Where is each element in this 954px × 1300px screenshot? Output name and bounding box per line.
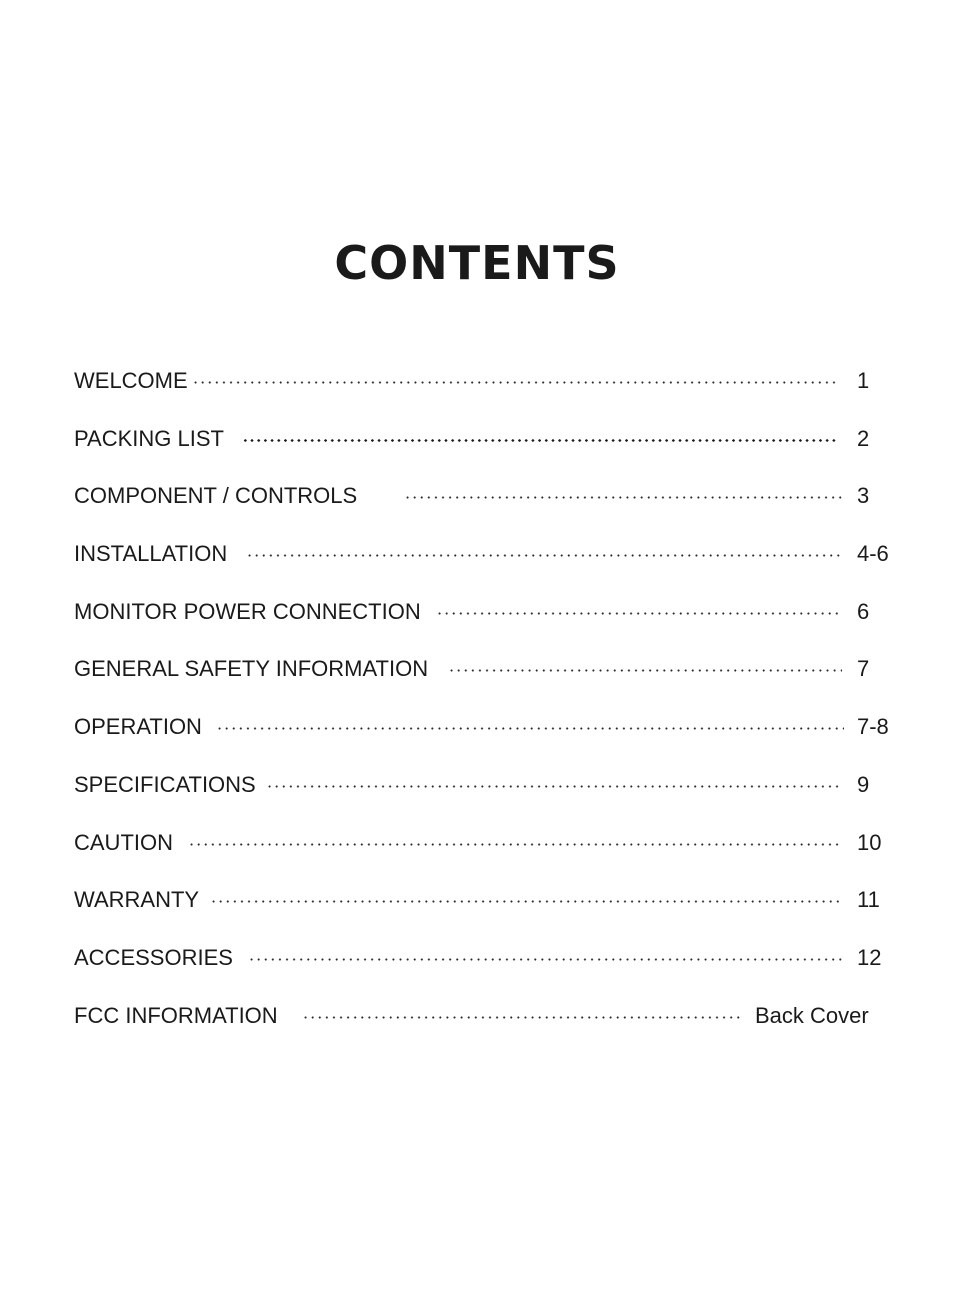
toc-entry-page: 12 (857, 944, 882, 970)
dot-leader (248, 958, 842, 961)
toc-entry-label: GENERAL SAFETY INFORMATION (74, 656, 429, 682)
toc-entry-page: 10 (857, 829, 882, 855)
toc-entry-label: COMPONENT / CONTROLS (74, 483, 358, 509)
dot-leader (192, 381, 838, 384)
toc-entry-packing-list[interactable] (74, 422, 890, 480)
toc-entry-label: SPECIFICATIONS (74, 771, 256, 797)
toc-entry-label: OPERATION (74, 714, 202, 740)
dot-leader (404, 496, 844, 499)
toc-entry-page: 6 (857, 598, 870, 624)
toc-entry-label: WELCOME (74, 368, 188, 393)
toc-entry-page: 7-8 (857, 714, 889, 740)
toc-entry-label: ACCESSORIES (74, 944, 233, 970)
dot-leader (302, 1016, 744, 1019)
table-of-contents (74, 364, 890, 1056)
toc-entry-page: 7 (857, 656, 870, 682)
dot-leader (242, 439, 838, 442)
toc-entry-label: MONITOR POWER CONNECTION (74, 598, 421, 624)
dot-leader (448, 669, 842, 672)
toc-entry-monitor-power-connection[interactable] (74, 595, 890, 653)
toc-entry-specifications[interactable] (74, 768, 890, 826)
toc-entry-label: WARRANTY (74, 887, 200, 913)
toc-entry-accessories[interactable] (74, 941, 890, 999)
toc-entry-caution[interactable] (74, 826, 890, 884)
toc-entry-label: CAUTION (74, 829, 173, 855)
page-title: CONTENTS (334, 235, 620, 290)
dot-leader (216, 727, 844, 730)
toc-entry-warranty[interactable] (74, 883, 890, 941)
toc-entry-page: 9 (857, 771, 870, 797)
toc-entry-operation[interactable] (74, 710, 890, 768)
toc-entry-page: Back Cover (755, 1002, 869, 1028)
toc-entry-fcc-information[interactable] (74, 999, 890, 1057)
toc-entry-general-safety-information[interactable] (74, 652, 890, 710)
toc-entry-welcome[interactable] (74, 364, 890, 422)
toc-entry-label: FCC INFORMATION (74, 1002, 278, 1028)
toc-entry-label: PACKING LIST (74, 425, 224, 451)
dot-leader (266, 785, 842, 788)
toc-entry-component-controls[interactable] (74, 479, 890, 537)
dot-leader (246, 554, 840, 557)
toc-entry-page: 2 (857, 425, 870, 451)
toc-entry-installation[interactable] (74, 537, 890, 595)
dot-leader (436, 612, 840, 615)
toc-entry-page: 1 (857, 368, 870, 393)
toc-entry-label: INSTALLATION (74, 541, 228, 567)
dot-leader (188, 843, 842, 846)
toc-entry-page: 11 (857, 887, 880, 913)
toc-entry-page: 4-6 (857, 541, 889, 567)
dot-leader (210, 900, 840, 903)
toc-entry-page: 3 (857, 483, 870, 509)
